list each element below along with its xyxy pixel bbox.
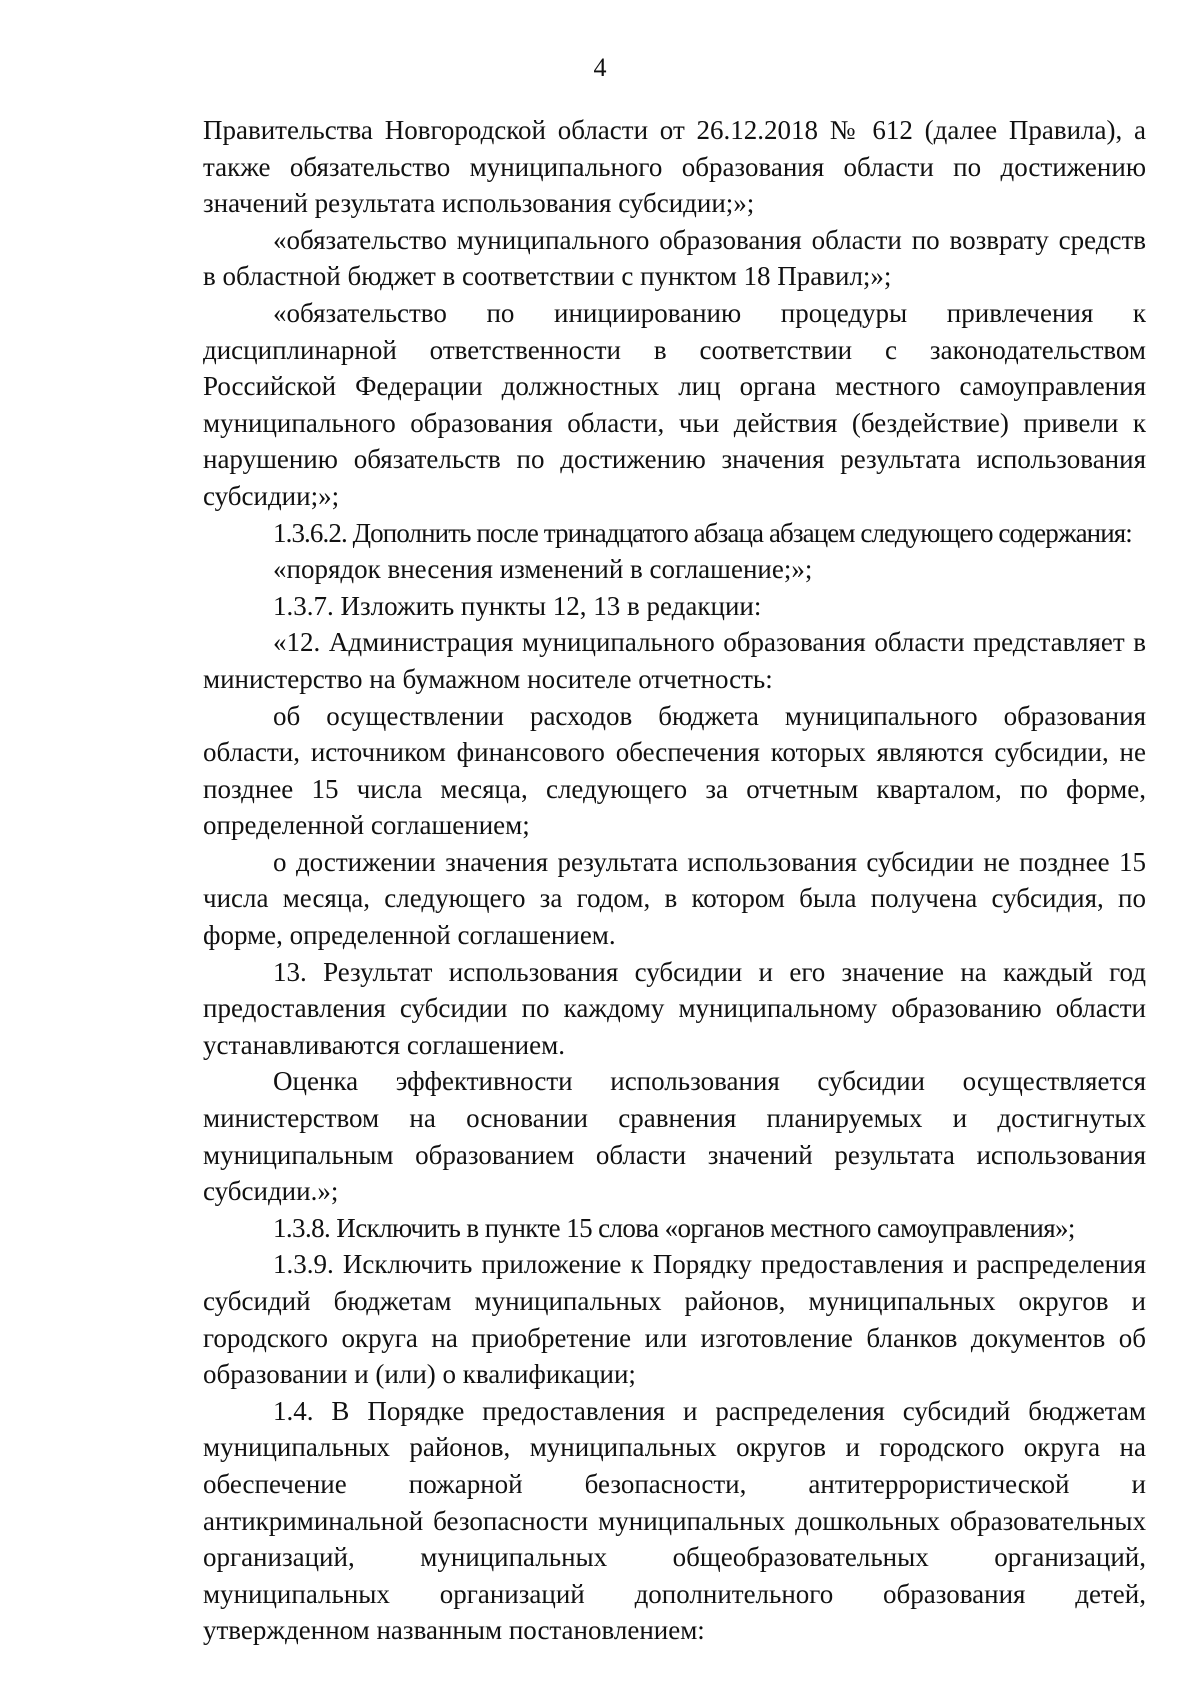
paragraph-continuation: Правительства Новгородской области от 26.12.2018 № 612 (далее Правила), а также обязательство муниципального образования области по достижению значений результата использования субсидии;»; [203,115,1146,219]
page-number: 4 [593,53,607,82]
paragraph-1-3-8: 1.3.8. Исключить в пункте 15 слова «органов местного самоуправления»; [273,1212,1075,1243]
paragraph-item-12: «12. Администрация муниципального образования области представляет в министерство на бумажном носителе отчетность: [203,627,1146,694]
paragraph-1-3-6-2: 1.3.6.2. Дополнить после тринадцатого абзаца абзацем следующего содержания: [273,517,1132,548]
paragraph-1-3-7: 1.3.7. Изложить пункты 12, 13 в редакции: [273,590,762,621]
paragraph-1-4: 1.4. В Порядке предоставления и распределения субсидий бюджетам муниципальных районов, муниципальных округов и городского округа на обеспечение пожарной безопасности, антитеррористической и антикриминальной безопасности муниципальных дошкольных образовательных организаций, муниципальных общеобразовательных организаций, муниципальных организаций дополнительного образования детей, утвержденном названным постановлением: [203,1395,1146,1646]
paragraph-efficiency-evaluation: Оценка эффективности использования субсидии осуществляется министерством на основании сравнения планируемых и достигнутых муниципальным образованием области значений результата использования субсидии.»; [203,1066,1146,1207]
paragraph-disciplinary-obligation: «обязательство по инициированию процедуры привлечения к дисциплинарной ответственности в соответствии с законодательством Российской Федерации должностных лиц органа местного самоуправления муниципального образования области, чьи действия (бездействие) привели к нарушению обязательств по достижению значения результата использования субсидии;»; [203,297,1146,511]
paragraph-item-13: 13. Результат использования субсидии и его значение на каждый год предоставления субсидии по каждому муниципальному образованию области устанавливаются соглашением. [203,956,1146,1060]
document-body [203,112,1146,1649]
paragraph-1-3-9: 1.3.9. Исключить приложение к Порядку предоставления и распределения субсидий бюджетам муниципальных районов, муниципальных округов и городского округа на приобретение или изготовление бланков документов об образовании и (или) о квалификации; [203,1249,1146,1390]
paragraph-amendment-procedure: «порядок внесения изменений в соглашение;»; [273,554,813,585]
paragraph-expense-report: об осуществлении расходов бюджета муниципального образования области, источником финансового обеспечения которых являются субсидии, не позднее 15 числа месяца, следующего за отчетным кварталом, по форме, определенной соглашением; [203,700,1146,841]
paragraph-result-report: о достижении значения результата использования субсидии не позднее 15 числа месяца, следующего за годом, в котором была получена субсидия, по форме, определенной соглашением. [203,846,1146,951]
paragraph-return-obligation: «обязательство муниципального образования области по возврату средств в областной бюджет в соответствии с пунктом 18 Правил;»; [203,224,1146,292]
